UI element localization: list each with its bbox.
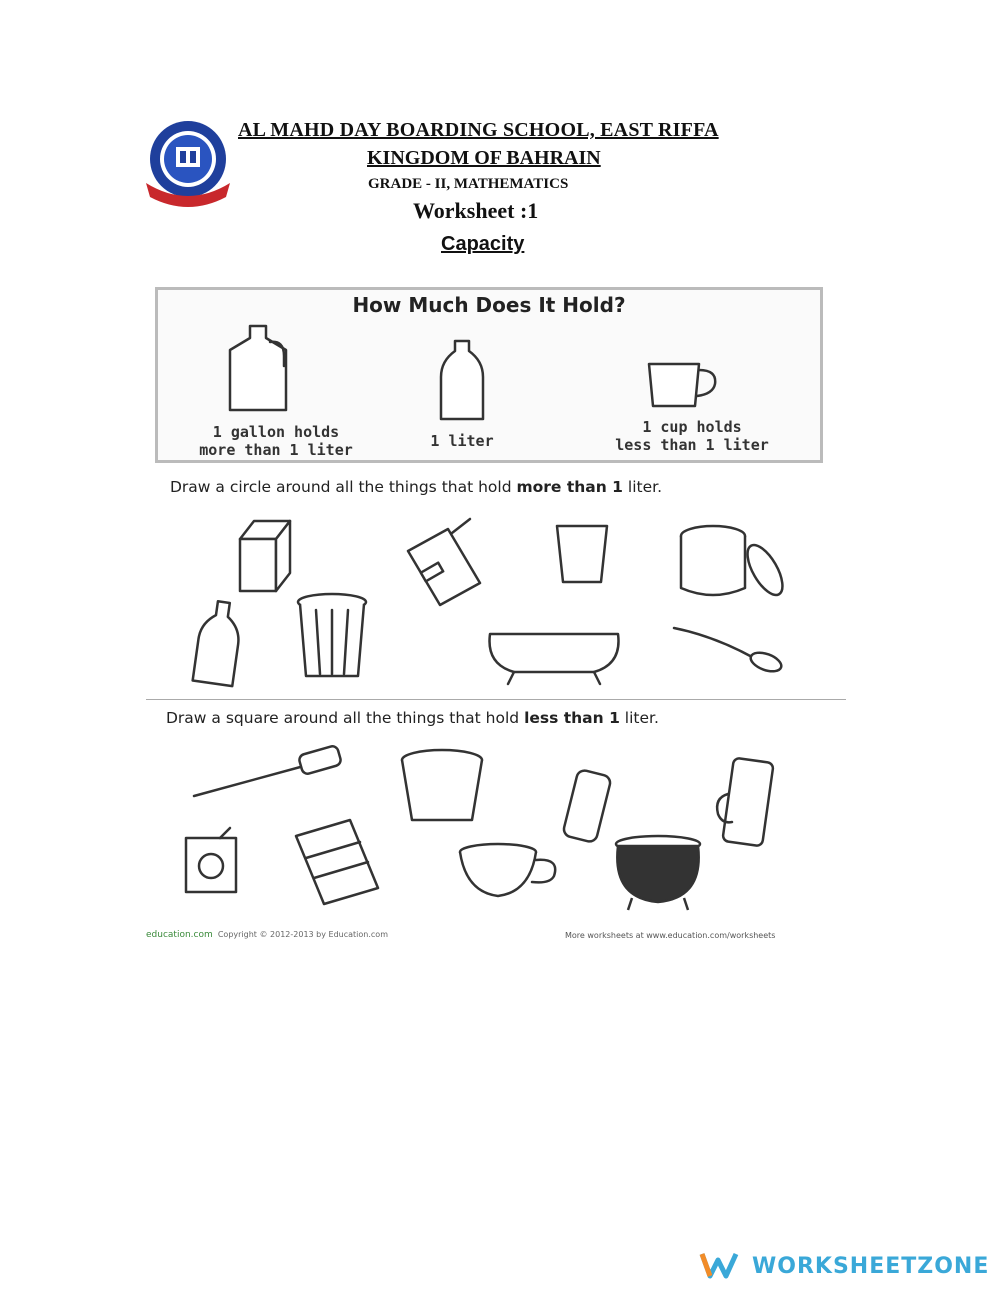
milk-carton-icon bbox=[232, 515, 302, 595]
instruction-square: Draw a square around all the things that hold less than 1 liter. bbox=[166, 709, 659, 727]
more-worksheets-link[interactable]: More worksheets at www.education.com/worksheets bbox=[565, 931, 776, 940]
water-bottle-icon bbox=[190, 598, 252, 690]
trash-can-icon bbox=[294, 590, 370, 682]
section-divider bbox=[146, 699, 846, 700]
gas-can-icon bbox=[400, 515, 495, 607]
liter-caption: 1 liter bbox=[430, 432, 494, 450]
gallon-jug-icon bbox=[225, 322, 295, 417]
dropper-icon bbox=[188, 742, 358, 804]
worksheet-number: Worksheet :1 bbox=[413, 198, 539, 223]
cauldron-icon bbox=[606, 832, 710, 914]
teacup-icon bbox=[456, 840, 566, 900]
thermos-icon bbox=[710, 752, 780, 850]
education-footer: education.com Copyright © 2012-2013 by Education.com bbox=[146, 930, 388, 940]
bucket-icon bbox=[394, 742, 490, 826]
country-name: KINGDOM OF BAHRAIN bbox=[367, 147, 601, 169]
spoon-icon bbox=[668, 618, 786, 676]
worksheetzone-watermark: WORKSHEETZONE bbox=[752, 1254, 990, 1279]
glass-icon bbox=[553, 520, 611, 586]
school-crest-logo bbox=[140, 117, 236, 209]
grade-subject: GRADE - II, MATHEMATICS bbox=[368, 176, 569, 192]
paint-can-icon bbox=[673, 520, 788, 602]
bathtub-icon bbox=[474, 612, 634, 688]
worksheetzone-logo-icon bbox=[698, 1250, 740, 1280]
instruction-circle: Draw a circle around all the things that hold more than 1 liter. bbox=[170, 478, 662, 496]
barrel-icon bbox=[288, 812, 386, 908]
gallon-caption: 1 gallon holds more than 1 liter bbox=[199, 423, 353, 459]
liter-bottle-icon bbox=[432, 338, 492, 423]
juice-box-icon bbox=[180, 826, 242, 896]
cup-caption: 1 cup holds less than 1 liter bbox=[615, 418, 769, 454]
measuring-cup-icon bbox=[643, 358, 723, 410]
how-much-title: How Much Does It Hold? bbox=[352, 293, 626, 317]
worksheet-topic: Capacity bbox=[441, 233, 525, 255]
school-name: AL MAHD DAY BOARDING SCHOOL, EAST RIFFA bbox=[238, 119, 719, 141]
